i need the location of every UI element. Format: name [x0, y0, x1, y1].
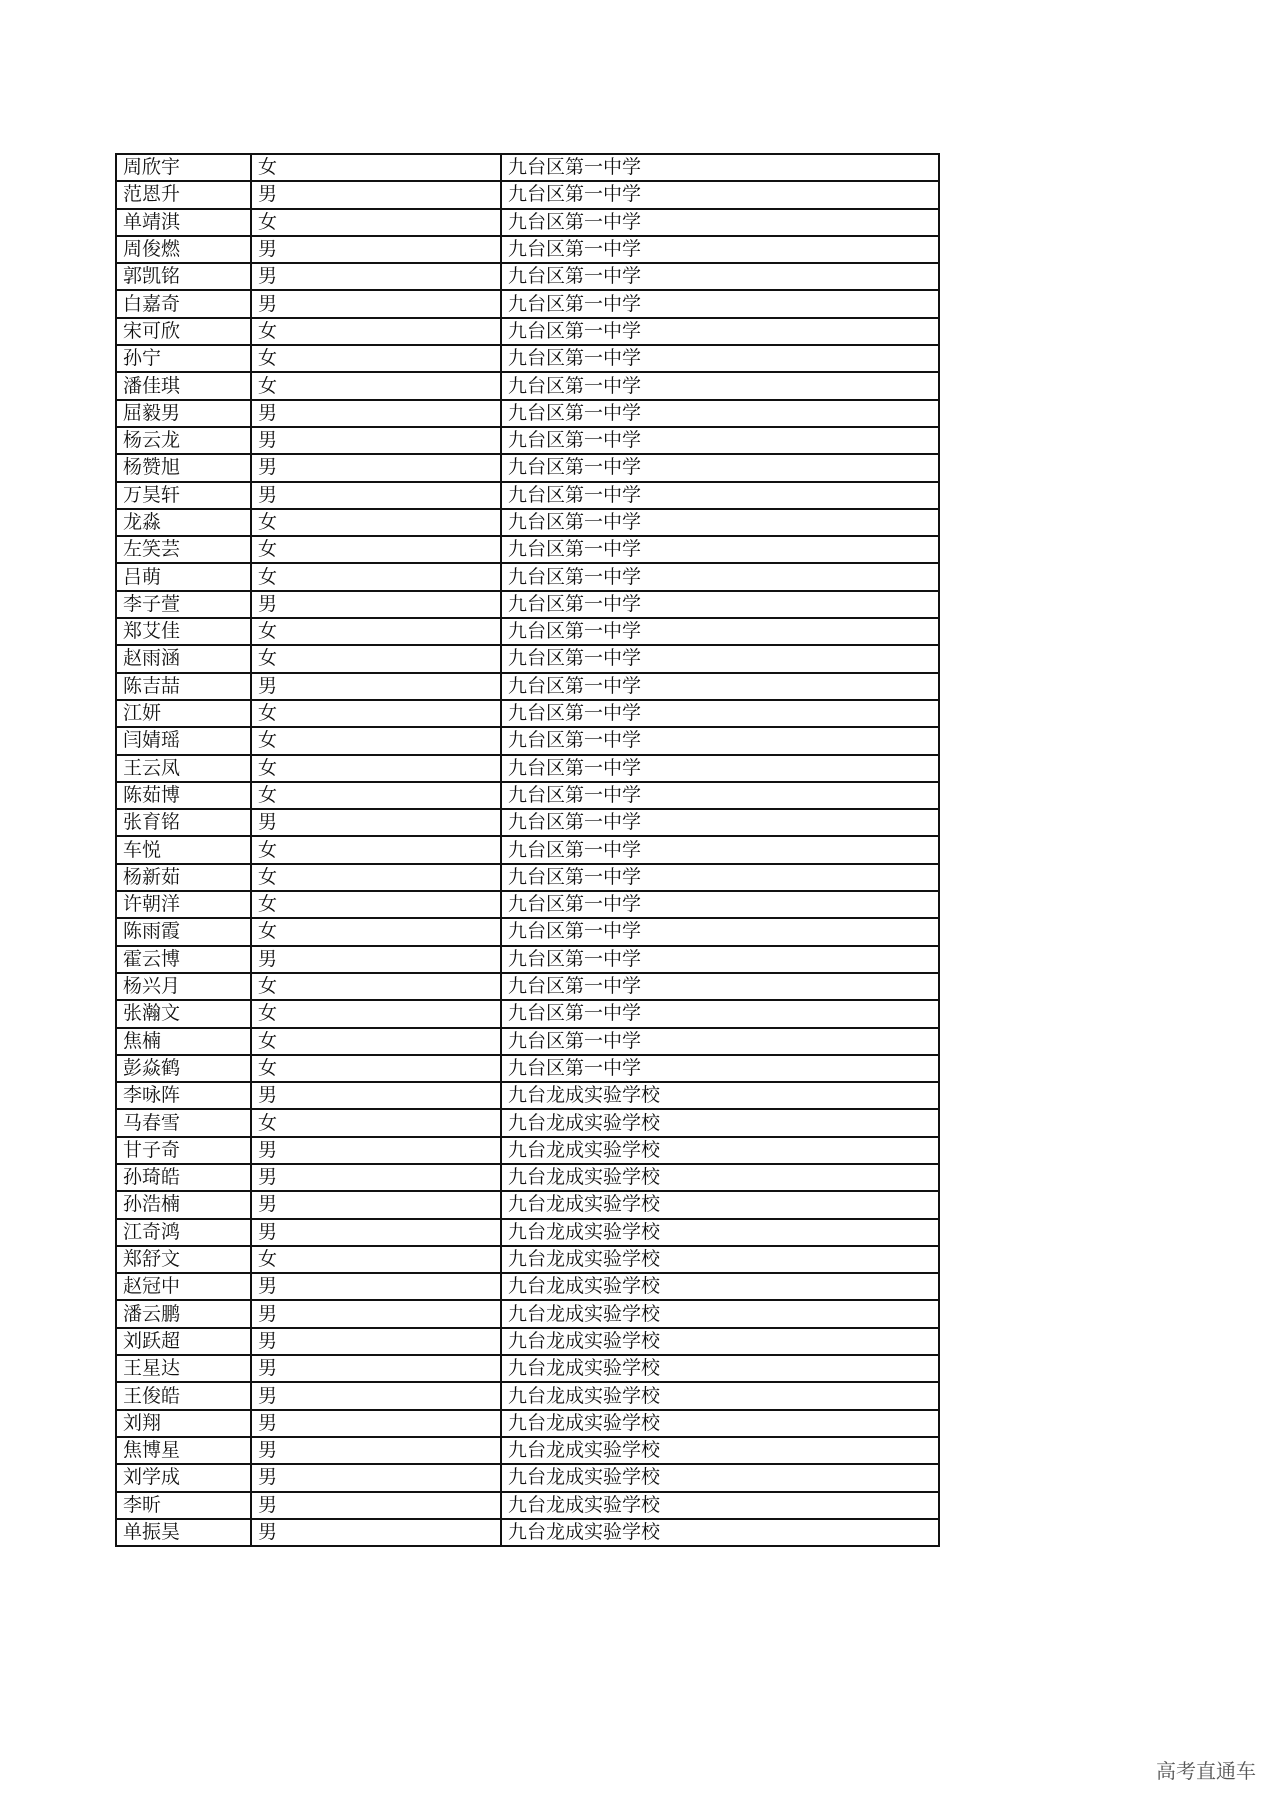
student-name-cell: 王星达 [116, 1355, 251, 1382]
school-cell: 九台龙成实验学校 [501, 1437, 939, 1464]
table-row [116, 1000, 939, 1027]
student-name-cell: 郭凯铭 [116, 263, 251, 290]
school-cell: 九台龙成实验学校 [501, 1300, 939, 1327]
table-row [116, 727, 939, 754]
table-row [116, 1492, 939, 1519]
student-name-cell: 许朝洋 [116, 891, 251, 918]
student-name-cell: 李咏阵 [116, 1082, 251, 1109]
school-cell: 九台龙成实验学校 [501, 1219, 939, 1246]
gender-cell: 女 [251, 154, 501, 181]
gender-cell: 女 [251, 973, 501, 1000]
school-cell: 九台区第一中学 [501, 836, 939, 863]
table-row [116, 509, 939, 536]
student-name-cell: 陈吉喆 [116, 673, 251, 700]
table-row [116, 1300, 939, 1327]
school-cell: 九台区第一中学 [501, 509, 939, 536]
gender-cell: 女 [251, 864, 501, 891]
gender-cell: 男 [251, 1382, 501, 1409]
gender-cell: 女 [251, 1246, 501, 1273]
student-name-cell: 陈茹博 [116, 782, 251, 809]
table-row [116, 891, 939, 918]
gender-cell: 男 [251, 809, 501, 836]
gender-cell: 女 [251, 645, 501, 672]
student-name-cell: 李昕 [116, 1492, 251, 1519]
student-name-cell: 宋可欣 [116, 318, 251, 345]
gender-cell: 女 [251, 1055, 501, 1082]
school-cell: 九台龙成实验学校 [501, 1164, 939, 1191]
student-name-cell: 焦楠 [116, 1028, 251, 1055]
table-row [116, 1028, 939, 1055]
table-row [116, 864, 939, 891]
gender-cell: 女 [251, 509, 501, 536]
student-name-cell: 江妍 [116, 700, 251, 727]
table-row [116, 1191, 939, 1218]
school-cell: 九台区第一中学 [501, 973, 939, 1000]
table-row [116, 1464, 939, 1491]
gender-cell: 女 [251, 700, 501, 727]
gender-cell: 男 [251, 1355, 501, 1382]
table-row [116, 400, 939, 427]
gender-cell: 女 [251, 836, 501, 863]
gender-cell: 女 [251, 209, 501, 236]
gender-cell: 男 [251, 673, 501, 700]
table-row [116, 918, 939, 945]
school-cell: 九台区第一中学 [501, 454, 939, 481]
gender-cell: 男 [251, 454, 501, 481]
table-row [116, 536, 939, 563]
student-name-cell: 郑艾佳 [116, 618, 251, 645]
table-row [116, 372, 939, 399]
student-name-cell: 潘云鹏 [116, 1300, 251, 1327]
gender-cell: 男 [251, 1464, 501, 1491]
student-name-cell: 刘跃超 [116, 1328, 251, 1355]
school-cell: 九台区第一中学 [501, 809, 939, 836]
gender-cell: 男 [251, 1137, 501, 1164]
student-name-cell: 杨赞旭 [116, 454, 251, 481]
student-name-cell: 郑舒文 [116, 1246, 251, 1273]
school-cell: 九台区第一中学 [501, 727, 939, 754]
gender-cell: 女 [251, 372, 501, 399]
school-cell: 九台区第一中学 [501, 946, 939, 973]
table-row [116, 809, 939, 836]
gender-cell: 男 [251, 1219, 501, 1246]
table-row [116, 1355, 939, 1382]
student-name-cell: 白嘉奇 [116, 290, 251, 317]
table-row [116, 1109, 939, 1136]
school-cell: 九台龙成实验学校 [501, 1492, 939, 1519]
gender-cell: 女 [251, 345, 501, 372]
gender-cell: 男 [251, 1273, 501, 1300]
student-name-cell: 龙淼 [116, 509, 251, 536]
school-cell: 九台区第一中学 [501, 645, 939, 672]
table-row [116, 1410, 939, 1437]
table-row [116, 836, 939, 863]
school-cell: 九台区第一中学 [501, 563, 939, 590]
table-row [116, 263, 939, 290]
student-name-cell: 赵雨涵 [116, 645, 251, 672]
school-cell: 九台区第一中学 [501, 782, 939, 809]
gender-cell: 男 [251, 1519, 501, 1546]
gender-cell: 男 [251, 1300, 501, 1327]
school-cell: 九台区第一中学 [501, 236, 939, 263]
gender-cell: 女 [251, 536, 501, 563]
table-row [116, 782, 939, 809]
table-row [116, 345, 939, 372]
student-name-cell: 霍云博 [116, 946, 251, 973]
school-cell: 九台区第一中学 [501, 591, 939, 618]
gender-cell: 男 [251, 946, 501, 973]
student-name-cell: 甘子奇 [116, 1137, 251, 1164]
student-name-cell: 杨云龙 [116, 427, 251, 454]
table-row [116, 454, 939, 481]
school-cell: 九台龙成实验学校 [501, 1355, 939, 1382]
table-row [116, 618, 939, 645]
student-name-cell: 李子萱 [116, 591, 251, 618]
school-cell: 九台区第一中学 [501, 427, 939, 454]
table-row [116, 1328, 939, 1355]
gender-cell: 男 [251, 181, 501, 208]
school-cell: 九台区第一中学 [501, 891, 939, 918]
student-name-cell: 张育铭 [116, 809, 251, 836]
school-cell: 九台龙成实验学校 [501, 1109, 939, 1136]
school-cell: 九台区第一中学 [501, 263, 939, 290]
table-row [116, 427, 939, 454]
table-row [116, 318, 939, 345]
student-name-cell: 赵冠中 [116, 1273, 251, 1300]
student-name-cell: 彭焱鹤 [116, 1055, 251, 1082]
student-name-cell: 闫婧瑶 [116, 727, 251, 754]
gender-cell: 男 [251, 1410, 501, 1437]
gender-cell: 男 [251, 1082, 501, 1109]
student-name-cell: 屈毅男 [116, 400, 251, 427]
table-row [116, 700, 939, 727]
school-cell: 九台区第一中学 [501, 345, 939, 372]
table-row [116, 591, 939, 618]
student-name-cell: 刘学成 [116, 1464, 251, 1491]
gender-cell: 女 [251, 918, 501, 945]
table-row [116, 1437, 939, 1464]
school-cell: 九台区第一中学 [501, 181, 939, 208]
gender-cell: 男 [251, 1437, 501, 1464]
school-cell: 九台区第一中学 [501, 918, 939, 945]
school-cell: 九台龙成实验学校 [501, 1519, 939, 1546]
table-row [116, 290, 939, 317]
school-cell: 九台龙成实验学校 [501, 1191, 939, 1218]
gender-cell: 男 [251, 400, 501, 427]
student-name-cell: 左笑芸 [116, 536, 251, 563]
table-row [116, 1519, 939, 1546]
table-row [116, 1382, 939, 1409]
gender-cell: 女 [251, 1109, 501, 1136]
school-cell: 九台区第一中学 [501, 318, 939, 345]
student-roster-table [115, 153, 940, 1547]
student-name-cell: 吕萌 [116, 563, 251, 590]
table-row [116, 973, 939, 1000]
gender-cell: 女 [251, 727, 501, 754]
gender-cell: 男 [251, 482, 501, 509]
table-row [116, 1137, 939, 1164]
student-name-cell: 杨兴月 [116, 973, 251, 1000]
table-row [116, 673, 939, 700]
school-cell: 九台区第一中学 [501, 700, 939, 727]
school-cell: 九台龙成实验学校 [501, 1273, 939, 1300]
student-name-cell: 马春雪 [116, 1109, 251, 1136]
student-name-cell: 江奇鸿 [116, 1219, 251, 1246]
student-name-cell: 王俊皓 [116, 1382, 251, 1409]
table-row [116, 1246, 939, 1273]
gender-cell: 男 [251, 236, 501, 263]
gender-cell: 女 [251, 618, 501, 645]
student-name-cell: 周欣宇 [116, 154, 251, 181]
table-row [116, 563, 939, 590]
student-name-cell: 范恩升 [116, 181, 251, 208]
student-name-cell: 杨新茹 [116, 864, 251, 891]
gender-cell: 男 [251, 290, 501, 317]
table-row [116, 1082, 939, 1109]
gender-cell: 男 [251, 427, 501, 454]
student-name-cell: 周俊燃 [116, 236, 251, 263]
gender-cell: 女 [251, 1000, 501, 1027]
student-name-cell: 潘佳琪 [116, 372, 251, 399]
school-cell: 九台龙成实验学校 [501, 1246, 939, 1273]
school-cell: 九台龙成实验学校 [501, 1464, 939, 1491]
student-name-cell: 单振昊 [116, 1519, 251, 1546]
gender-cell: 女 [251, 782, 501, 809]
school-cell: 九台区第一中学 [501, 1055, 939, 1082]
school-cell: 九台区第一中学 [501, 372, 939, 399]
school-cell: 九台区第一中学 [501, 400, 939, 427]
student-name-cell: 张瀚文 [116, 1000, 251, 1027]
gender-cell: 女 [251, 318, 501, 345]
table-row [116, 236, 939, 263]
gender-cell: 男 [251, 1164, 501, 1191]
school-cell: 九台龙成实验学校 [501, 1328, 939, 1355]
gender-cell: 男 [251, 591, 501, 618]
table-row [116, 645, 939, 672]
school-cell: 九台区第一中学 [501, 290, 939, 317]
gender-cell: 女 [251, 891, 501, 918]
school-cell: 九台区第一中学 [501, 209, 939, 236]
student-name-cell: 车悦 [116, 836, 251, 863]
school-cell: 九台龙成实验学校 [501, 1137, 939, 1164]
table-row [116, 1219, 939, 1246]
school-cell: 九台区第一中学 [501, 618, 939, 645]
watermark-text: 高考直通车 [1156, 1759, 1256, 1783]
student-name-cell: 孙琦皓 [116, 1164, 251, 1191]
school-cell: 九台区第一中学 [501, 1028, 939, 1055]
gender-cell: 男 [251, 263, 501, 290]
table-row [116, 181, 939, 208]
student-name-cell: 孙浩楠 [116, 1191, 251, 1218]
school-cell: 九台区第一中学 [501, 482, 939, 509]
school-cell: 九台龙成实验学校 [501, 1082, 939, 1109]
school-cell: 九台区第一中学 [501, 755, 939, 782]
table-row [116, 755, 939, 782]
student-name-cell: 刘翔 [116, 1410, 251, 1437]
table-row [116, 946, 939, 973]
school-cell: 九台龙成实验学校 [501, 1382, 939, 1409]
student-name-cell: 单靖淇 [116, 209, 251, 236]
school-cell: 九台区第一中学 [501, 154, 939, 181]
student-name-cell: 陈雨霞 [116, 918, 251, 945]
gender-cell: 女 [251, 755, 501, 782]
student-name-cell: 焦博星 [116, 1437, 251, 1464]
gender-cell: 男 [251, 1492, 501, 1519]
table-row [116, 482, 939, 509]
school-cell: 九台区第一中学 [501, 536, 939, 563]
school-cell: 九台龙成实验学校 [501, 1410, 939, 1437]
gender-cell: 男 [251, 1328, 501, 1355]
student-name-cell: 孙宁 [116, 345, 251, 372]
roster-body [116, 154, 939, 1546]
table-row [116, 1055, 939, 1082]
student-name-cell: 万昊轩 [116, 482, 251, 509]
table-row [116, 154, 939, 181]
table-row [116, 1164, 939, 1191]
gender-cell: 女 [251, 563, 501, 590]
school-cell: 九台区第一中学 [501, 1000, 939, 1027]
student-name-cell: 王云凤 [116, 755, 251, 782]
school-cell: 九台区第一中学 [501, 673, 939, 700]
gender-cell: 女 [251, 1028, 501, 1055]
gender-cell: 男 [251, 1191, 501, 1218]
table-row [116, 1273, 939, 1300]
table-row [116, 209, 939, 236]
school-cell: 九台区第一中学 [501, 864, 939, 891]
